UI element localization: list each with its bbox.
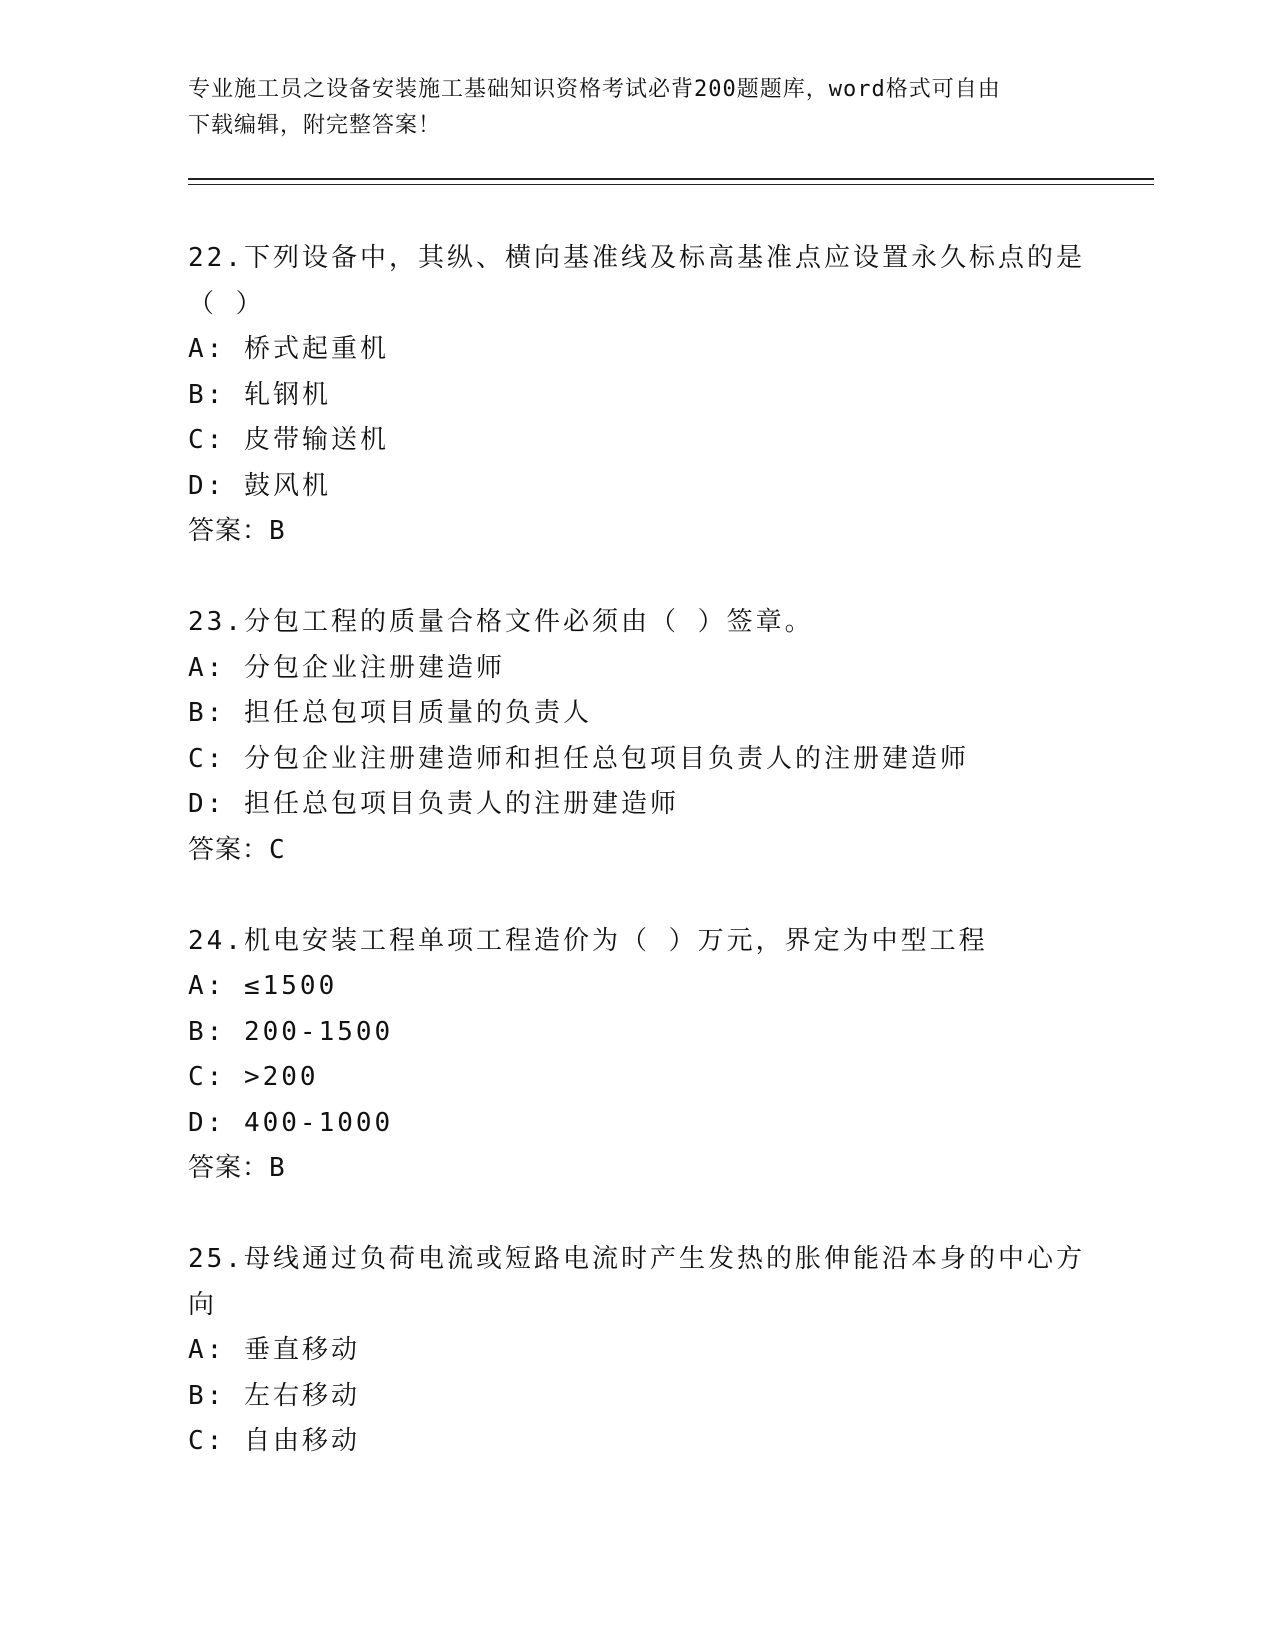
option-a: A: 分包企业注册建造师 — [188, 652, 505, 683]
option-c: C: 自由移动 — [188, 1426, 360, 1456]
answer-line — [188, 509, 1088, 555]
answer-value: B — [269, 1153, 286, 1183]
document-header — [188, 72, 1068, 144]
option-d: D: 鼓风机 — [188, 470, 331, 501]
option-c: C: 分包企业注册建造师和担任总包项目负责人的注册建造师 — [188, 743, 969, 774]
answer-line — [188, 1146, 1088, 1192]
option-a: A: 垂直移动 — [188, 1335, 360, 1365]
option-b: B: 轧钢机 — [188, 379, 331, 410]
answer-value: C — [269, 834, 286, 865]
question-text-continued: （ ） — [188, 288, 265, 319]
header-line-2: 下载编辑，附完整答案！ — [188, 113, 442, 138]
question-text: 25.母线通过负荷电流或短路电流时产生发热的胀伸能沿本身的中心方 — [188, 1244, 1085, 1274]
option-b: B: 担任总包项目质量的负责人 — [188, 698, 592, 728]
answer-line — [188, 828, 1088, 874]
answer-label: 答案： — [188, 834, 270, 865]
option-b: B: 200-1500 — [188, 1016, 394, 1047]
option-c: C: >200 — [188, 1062, 319, 1092]
header-divider-thin — [188, 184, 1154, 185]
question-text-continued: 向 — [188, 1289, 218, 1320]
question-list — [188, 236, 1088, 1510]
question-text: 23.分包工程的质量合格文件必须由（ ）签章。 — [188, 607, 814, 637]
answer-value: B — [269, 516, 286, 546]
answer-label: 答案： — [188, 516, 270, 546]
option-a: A: ≤1500 — [188, 971, 338, 1001]
question-24 — [188, 919, 1088, 1192]
header-divider-thick — [188, 178, 1154, 180]
question-text: 24.机电安装工程单项工程造价为（ ）万元，界定为中型工程 — [188, 925, 988, 956]
answer-label: 答案： — [188, 1153, 270, 1183]
option-c: C: 皮带输送机 — [188, 425, 389, 455]
question-22 — [188, 236, 1088, 555]
option-a: A: 桥式起重机 — [188, 334, 389, 364]
option-d: D: 担任总包项目负责人的注册建造师 — [188, 789, 679, 819]
question-23 — [188, 600, 1088, 873]
option-b: B: 左右移动 — [188, 1380, 360, 1411]
question-25 — [188, 1237, 1088, 1465]
question-text: 22.下列设备中，其纵、横向基准线及标高基准点应设置永久标点的是 — [188, 243, 1085, 273]
header-line-1: 专业施工员之设备安装施工基础知识资格考试必背200题题库，word格式可自由 — [188, 77, 1001, 102]
option-d: D: 400-1000 — [188, 1107, 394, 1138]
